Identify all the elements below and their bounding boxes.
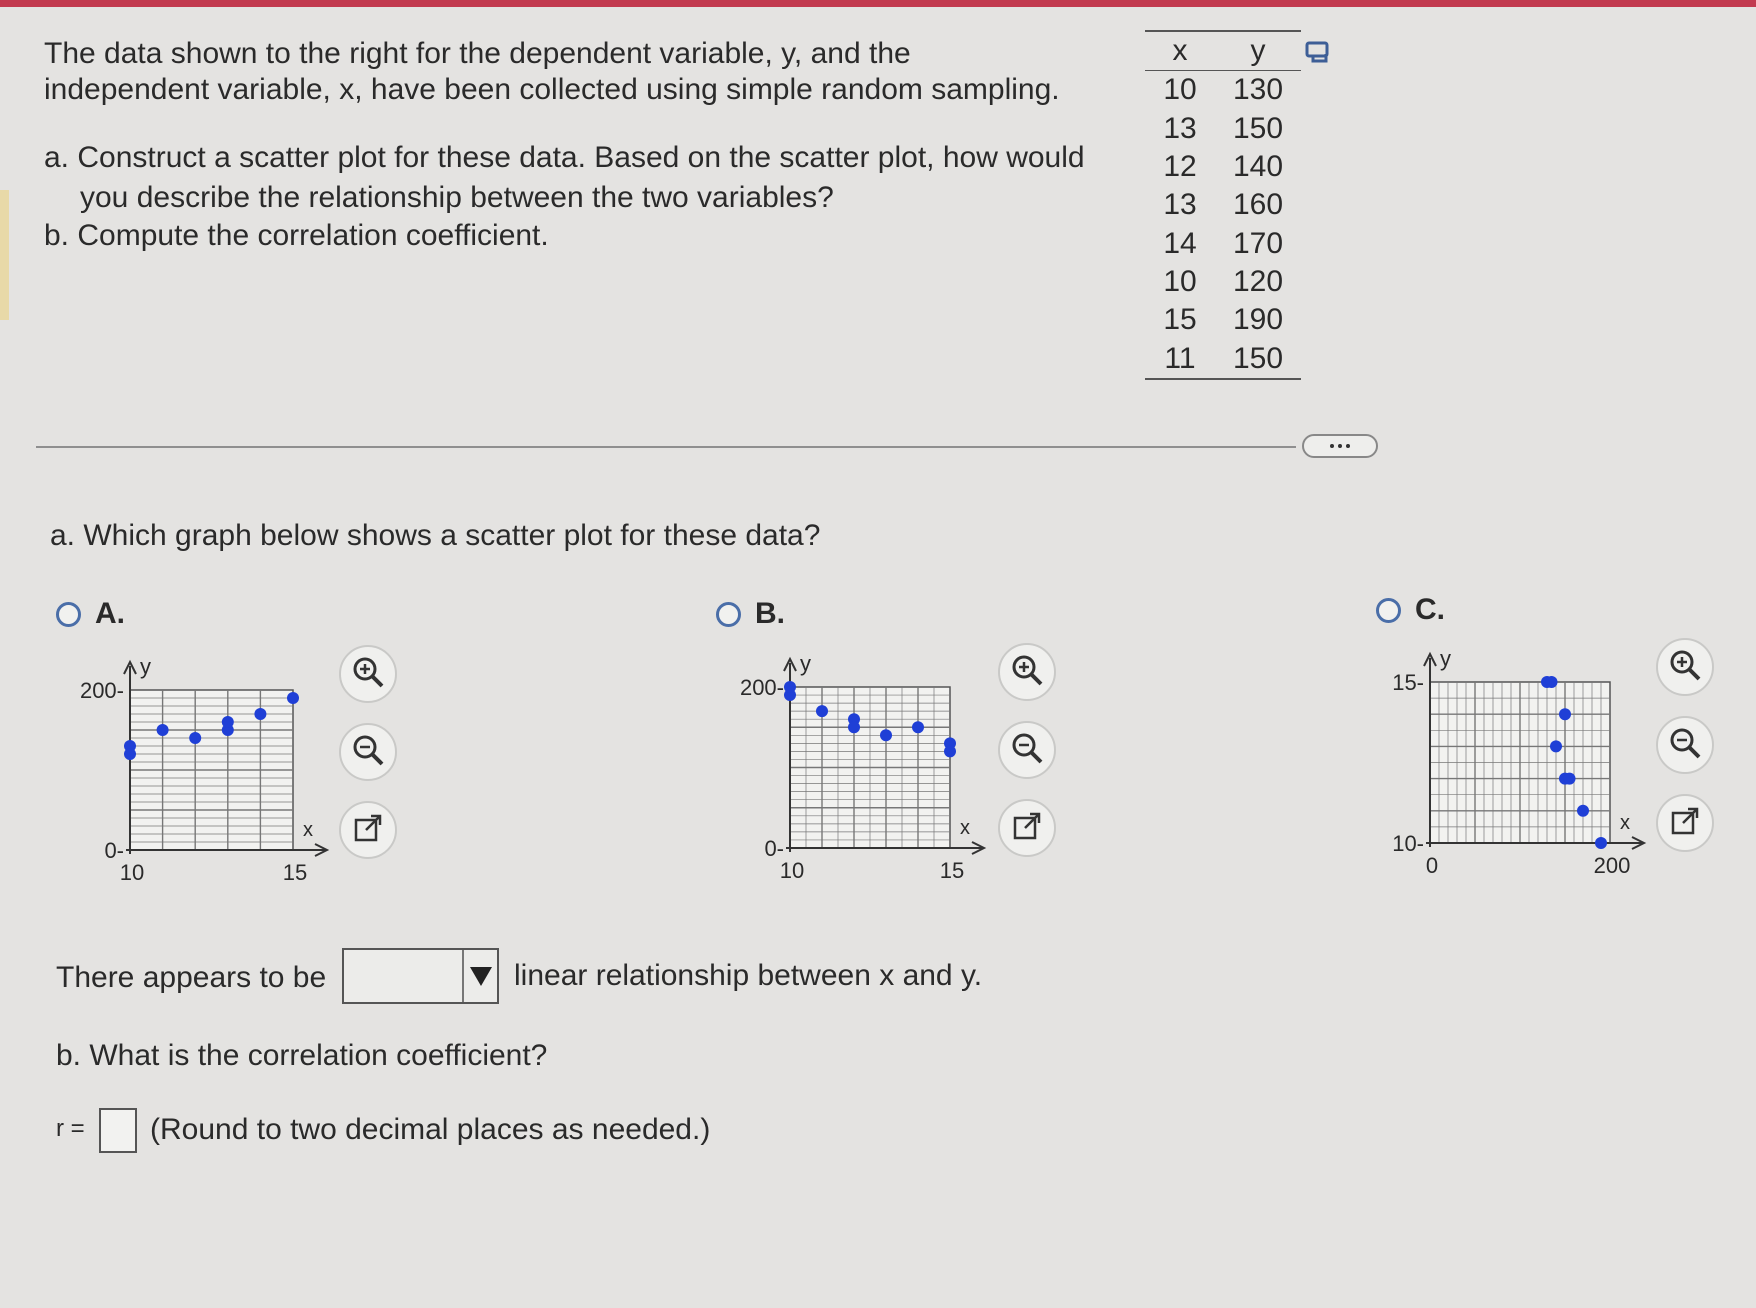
data-point [944,745,956,757]
table-cell-y: 160 [1232,188,1284,222]
table-cell-x: 10 [1163,73,1197,107]
y-axis-label: y [140,654,151,679]
table-cell-x: 13 [1163,111,1197,145]
table-cell-y: 130 [1232,73,1284,107]
zoom-out-button[interactable] [998,721,1056,779]
open-graph-button[interactable] [339,801,397,859]
data-table [1145,30,1301,380]
option-b-label: B. [755,597,785,630]
table-cell-x: 15 [1163,303,1197,337]
option-a-radio[interactable] [56,597,125,631]
zoom-in-button[interactable] [339,645,397,703]
y-axis-label: y [800,651,811,676]
option-c-radio[interactable] [1376,593,1445,627]
dropdown-arrow-icon[interactable] [462,950,497,1002]
question-intro-line2: independent variable, x, have been collected using simple random sampling. [44,73,1060,106]
table-row [1145,224,1301,262]
data-point [1595,837,1607,849]
zoom-out-button[interactable] [339,723,397,781]
zoom-out-icon [1668,726,1702,765]
scatter-graph-c[interactable] [1380,640,1680,895]
y-axis-label: y [1440,646,1451,671]
table-row [1145,110,1301,148]
more-button[interactable] [1302,434,1378,458]
table-cell-x: 12 [1163,150,1197,184]
data-point [816,705,828,717]
radio-circle[interactable] [716,602,741,627]
y-tick-label: 0- [764,836,784,861]
data-point [189,732,201,744]
data-point [1550,740,1562,752]
top-accent-bar [0,0,1756,7]
zoom-out-icon [1010,731,1044,770]
x-axis-label: x [1620,812,1630,834]
data-point [1577,805,1589,817]
zoom-in-button[interactable] [998,643,1056,701]
table-header-x: x [1172,34,1188,68]
graph-c-tools [1656,638,1714,852]
table-row [1145,263,1301,301]
question-part-a-line2: you describe the relationship between the two variables? [80,181,834,214]
open-new-window-icon [1670,806,1700,841]
open-graph-button[interactable] [1656,794,1714,852]
zoom-in-icon [1010,653,1044,692]
x-tick-label: 15 [939,858,965,883]
option-c-label: C. [1415,593,1445,626]
left-highlight-strip [0,190,9,320]
table-bottom-rule [1145,378,1301,380]
table-cell-y: 150 [1232,341,1284,375]
data-point [222,716,234,728]
zoom-in-icon [1668,648,1702,687]
y-tick-label: 200- [739,675,784,700]
data-point [254,708,266,720]
scatter-graph-a[interactable] [60,645,350,895]
zoom-in-icon [351,655,385,694]
data-point [1559,708,1571,720]
data-point [912,721,924,733]
x-axis-label: x [303,819,313,841]
correlation-input[interactable] [99,1108,137,1153]
y-tick-label: 15- [1392,670,1424,695]
y-tick-label: 10- [1392,831,1424,856]
graph-a-tools [339,645,397,859]
relationship-suffix: linear relationship between x and y. [514,959,983,992]
r-label: r = [56,1115,85,1142]
zoom-out-icon [351,733,385,772]
data-point [157,724,169,736]
table-cell-y: 170 [1232,226,1284,260]
table-row [1145,71,1301,109]
radio-circle[interactable] [56,602,81,627]
y-tick-label: 0- [104,838,124,863]
data-point [1564,773,1576,785]
relationship-prefix: There appears to be [56,961,327,994]
round-hint: (Round to two decimal places as needed.) [150,1113,711,1146]
option-b-radio[interactable] [716,597,785,631]
zoom-in-button[interactable] [1656,638,1714,696]
table-row [1145,186,1301,224]
table-cell-x: 11 [1164,341,1196,375]
table-header-row [1145,32,1301,70]
data-point [880,729,892,741]
x-tick-label: 10 [119,860,145,885]
table-cell-y: 140 [1232,150,1284,184]
data-point [784,681,796,693]
question-part-b: b. Compute the correlation coefficient. [44,219,549,252]
x-axis-label: x [960,817,970,839]
data-point [124,748,136,760]
question-intro-line1: The data shown to the right for the dependent variable, y, and the [44,37,911,70]
table-cell-y: 150 [1232,111,1284,145]
open-new-window-icon [353,813,383,848]
data-point [287,692,299,704]
x-tick-label: 0 [1425,853,1439,878]
graph-b-tools [998,643,1056,857]
data-point [1546,676,1558,688]
question-part-a-line1: a. Construct a scatter plot for these data. Based on the scatter plot, how would [44,141,1085,174]
open-new-window-icon [1012,811,1042,846]
data-point [848,721,860,733]
x-tick-label: 200 [1593,853,1631,878]
section-divider [36,446,1296,448]
table-row [1145,301,1301,339]
x-tick-label: 10 [779,858,805,883]
part-a-prompt: a. Which graph below shows a scatter plot for these data? [50,519,821,552]
y-tick-label: 200- [79,678,124,703]
table-row [1145,148,1301,186]
scatter-graph-b[interactable] [720,645,1010,895]
open-graph-button[interactable] [998,799,1056,857]
option-a-label: A. [95,597,125,630]
table-row [1145,339,1301,377]
table-cell-x: 10 [1163,264,1197,298]
table-header-y: y [1250,34,1266,68]
table-cell-x: 14 [1163,226,1197,260]
copy-icon[interactable] [1304,40,1332,71]
radio-circle[interactable] [1376,598,1401,623]
table-cell-y: 190 [1232,303,1284,337]
zoom-out-button[interactable] [1656,716,1714,774]
x-tick-label: 15 [282,860,308,885]
table-cell-x: 13 [1163,188,1197,222]
table-cell-y: 120 [1232,264,1284,298]
relationship-select[interactable] [342,948,499,1004]
part-b-prompt: b. What is the correlation coefficient? [56,1039,548,1072]
